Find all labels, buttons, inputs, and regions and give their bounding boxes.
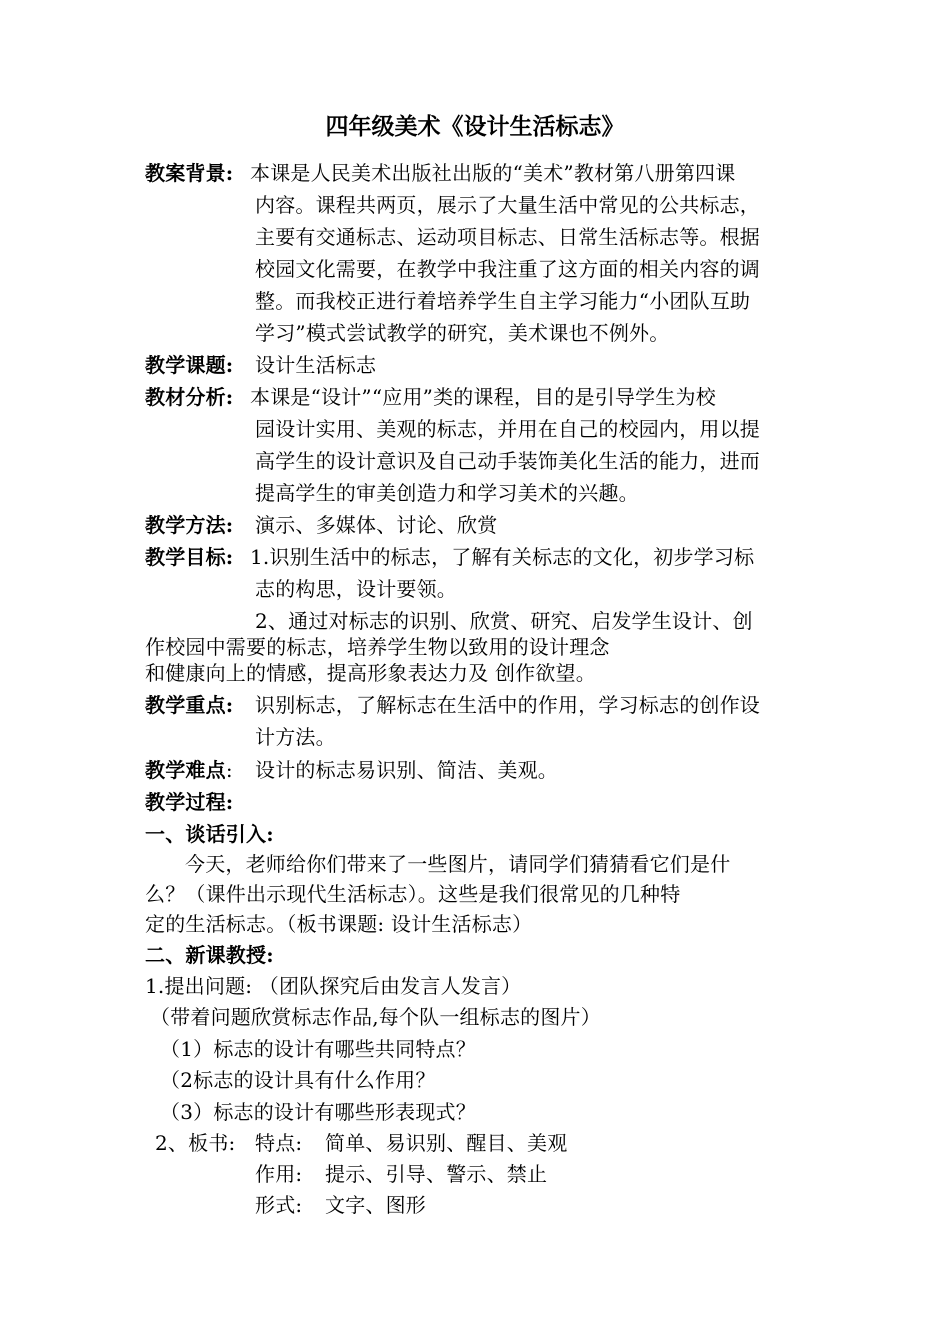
background-line: 校园文化需要，在教学中我注重了这方面的相关内容的调 — [255, 257, 760, 281]
section2-line: （带着问题欣赏标志作品,每个队一组标志的图片） — [150, 1005, 601, 1029]
section2-line: 1.提出问题: （团队探究后由发言人发言） — [145, 974, 522, 998]
board-label: 2、板书: — [155, 1131, 236, 1155]
keypoints-line: 计方法。 — [255, 725, 336, 749]
background-line: 主要有交通标志、运动项目标志、日常生活标志等。根据 — [255, 225, 760, 249]
keypoints-label: 教学重点: — [145, 693, 234, 717]
section1-line: 定的生活标志。（板书课题: 设计生活标志） — [145, 912, 533, 936]
background-line: 内容。课程共两页，展示了大量生活中常见的公共标志， — [255, 193, 760, 217]
section2-line: （1）标志的设计有哪些共同特点？ — [160, 1037, 476, 1061]
analysis-line: 提高学生的审美创造力和学习美术的兴趣。 — [255, 481, 639, 505]
background-line: 本课是人民美术出版社出版的“美术”教材第八册第四课 — [250, 161, 736, 185]
analysis-label: 教材分析: — [145, 385, 234, 409]
goals-line: 作校园中需要的标志，培养学生物以致用的设计理念 — [145, 635, 610, 659]
background-line: 学习”模式尝试教学的研究，美术课也不例外。 — [255, 321, 670, 345]
section1-line: 今天，老师给你们带来了一些图片，请同学们猜猜看它们是什 — [185, 852, 731, 876]
keypoints-line: 识别标志，了解标志在生活中的作用，学习标志的创作设 — [255, 693, 760, 717]
goals-line: 2、通过对标志的识别、欣赏、研究、启发学生设计、创 — [255, 609, 753, 633]
analysis-line: 本课是“设计”“应用”类的课程，目的是引导学生为校 — [250, 385, 716, 409]
section2-line: （3）标志的设计有哪些形表现式？ — [160, 1100, 476, 1124]
method-text: 演示、多媒体、讨论、欣赏 — [255, 513, 498, 537]
section2-line: （2标志的设计具有什么作用？ — [160, 1068, 436, 1092]
difficulty-label: 教学难点 — [145, 758, 226, 782]
section2-heading: 二、新课教授: — [145, 943, 274, 967]
analysis-line: 园设计实用、美观的标志，并用在自己的校园内，用以提 — [255, 417, 760, 441]
document-title: 四年级美术《设计生活标志》 — [325, 113, 625, 140]
analysis-line: 高学生的设计意识及自己动手装饰美化生活的能力，进而 — [255, 449, 760, 473]
difficulty-label-row — [145, 754, 233, 786]
section1-heading: 一、谈话引入: — [145, 822, 274, 846]
background-line: 整。而我校正进行着培养学生自主学习能力“小团队互助 — [255, 289, 751, 313]
goals-line: 和健康向上的情感，提高形象表达力及 创作欲望。 — [145, 661, 596, 685]
board-value: 文字、图形 — [325, 1193, 426, 1217]
section1-line: 么？（课件出示现代生活标志）。这些是我们很常见的几种特 — [145, 882, 681, 906]
background-label: 教案背景: — [145, 161, 234, 185]
board-key: 特点: — [255, 1131, 303, 1155]
difficulty-separator: : — [225, 758, 233, 782]
board-value: 简单、易识别、醒目、美观 — [325, 1131, 568, 1155]
goals-label: 教学目标: — [145, 545, 234, 569]
topic-text: 设计生活标志 — [255, 353, 377, 377]
board-key: 作用: — [255, 1162, 303, 1186]
process-label: 教学过程: — [145, 790, 234, 814]
goals-line: 志的构思，设计要领。 — [255, 577, 457, 601]
board-value: 提示、引导、警示、禁止 — [325, 1162, 548, 1186]
goals-line: 1.识别生活中的标志，了解有关标志的文化，初步学习标 — [250, 545, 755, 569]
topic-label: 教学课题: — [145, 353, 234, 377]
difficulty-text: 设计的标志易识别、简洁、美观。 — [255, 758, 558, 782]
method-label: 教学方法: — [145, 513, 234, 537]
board-key: 形式: — [255, 1193, 303, 1217]
